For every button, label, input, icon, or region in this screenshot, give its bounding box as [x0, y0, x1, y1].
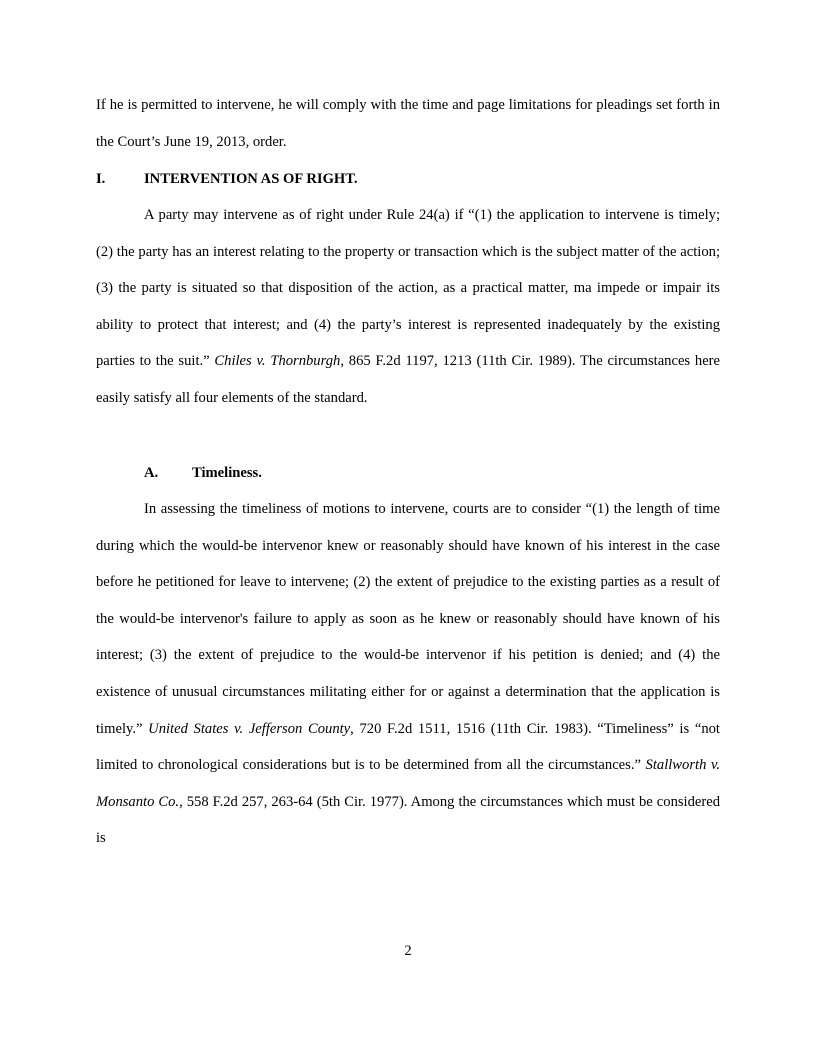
section-one-paragraph: [96, 197, 720, 417]
section-one-paragraph-block: [96, 197, 720, 417]
case-citation: Stallworth v. Monsanto Co.: [96, 757, 720, 810]
subsection-heading: [144, 463, 262, 483]
opening-paragraph-block: [96, 87, 720, 160]
subsection-title: Timeliness.: [192, 465, 262, 481]
section-title: INTERVENTION AS OF RIGHT.: [144, 171, 358, 187]
paragraph-text: , 865 F.2d 1197, 1213 (11th Cir. 1989). The circumstances here easily satisfy all four elements of the standard.: [96, 353, 721, 406]
paragraph-text: In assessing the timeliness of motions to intervene, courts are to consider “(1) the length of time during which the would-be intervenor knew or reasonably should have known of his interest in the case before he petitioned for leave to intervene; (2) the extent of prejudice to the existing parties as a result of the would-be intervenor's failure to apply as soon as he knew or reasonably should have known of his interest; (3) the extent of prejudice to the would-be intervenor if his petition is denied; and (4) the existence of unusual circumstances militating either for or against a determination that the application is timely.”: [96, 501, 720, 737]
case-citation: United States v. Jefferson County: [148, 720, 351, 737]
paragraph-text: A party may intervene as of right under Rule 24(a) if “(1) the application to intervene is timely; (2) the party has an interest relating to the property or transaction which is the subject matter of the action; (3) the party is situated so that disposition of the action, as a practical matter, ma impede or impair its ability to protect that interest; and (4) the party’s interest is represented inadequately by the existing parties to the suit.”: [96, 207, 720, 370]
section-heading: [96, 169, 358, 189]
section-number: I.: [96, 171, 106, 187]
subsection-number: A.: [144, 465, 159, 481]
page-number: 2: [404, 943, 412, 959]
paragraph-text: , 720 F.2d 1511, 1516 (11th Cir. 1983). “Timeliness” is “not limited to chronological considerations but is to be determined from all the circumstances.”: [96, 720, 720, 774]
case-citation: Chiles v. Thornburgh: [214, 353, 341, 370]
paragraph-text: , 558 F.2d 257, 263-64 (5th Cir. 1977). Among the circumstances which must be considered is: [96, 793, 721, 847]
subsection-a-paragraph-block: [96, 491, 720, 857]
subsection-a-paragraph: [96, 491, 720, 857]
opening-paragraph: If he is permitted to intervene, he will comply with the time and page limitations for pleadings set forth in the Court’s June 19, 2013, order.: [96, 97, 720, 150]
